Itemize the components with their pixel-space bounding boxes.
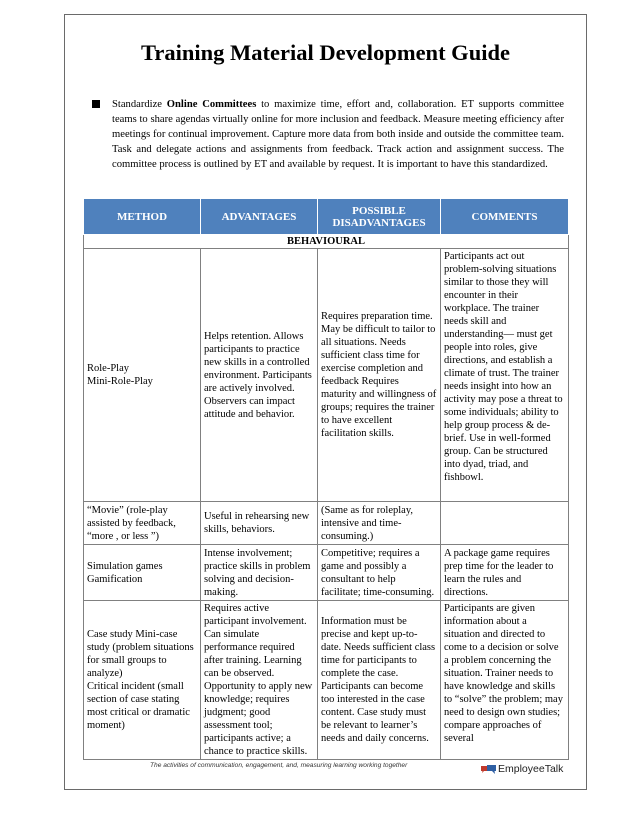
logo-text: EmployeeTalk — [498, 763, 564, 775]
advantages-cell: Intense involvement; practice skills in problem solving and decision-making. — [201, 545, 318, 601]
footer-tagline: The activities of communication, engagement, and, measuring learning working together — [150, 762, 408, 769]
header-comments: COMMENTS — [441, 199, 569, 235]
speech-bubble-icon — [480, 764, 497, 775]
header-advantages: ADVANTAGES — [201, 199, 318, 235]
table-row — [84, 502, 569, 545]
method-cell: “Movie” (role-play assisted by feedback, “more , or less ”) — [84, 502, 201, 545]
comments-cell: A package game requires prep time for the leader to learn the rules and directions. — [441, 545, 569, 601]
comments-cell: Participants act out problem-solving situations similar to those they will encounter in their workplace. The trainer needs skill and understanding— must get people into roles, give directions, and establish a climate of trust. The trainer needs insight into how an activity may pose a threat to some individuals; ability to help group process & de-brief. Use in well-formed group. Can be structured into dyad, triad, and fishbowl. — [441, 249, 569, 502]
header-method: METHOD — [84, 199, 201, 235]
header-disadvantages: POSSIBLE DISADVANTAGES — [318, 199, 441, 235]
disadvantages-cell: Requires preparation time. May be difficult to tailor to all situations. Needs sufficient class time for exercise completion and feedback Requires maturity and willingness of groups; requires the trainer to have excellent facilitation skills. — [318, 249, 441, 502]
comments-cell — [441, 502, 569, 545]
section-label: BEHAVIOURAL — [84, 235, 569, 249]
method-cell: Role-Play Mini-Role-Play — [84, 249, 201, 502]
disadvantages-cell: Competitive; requires a game and possibly a consultant to help facilitate; time-consuming. — [318, 545, 441, 601]
intro-paragraph — [112, 97, 564, 172]
intro-prefix: Standardize — [112, 99, 167, 110]
table-row — [84, 601, 569, 760]
intro-text: to maximize time, effort and, collaboration. ET supports committee teams to share agendas virtually online for more inclusion and feedback. Measure meeting efficiency after meetings for continual improvement. Capture more data from both inside and outside the committee team. Task and delegate actions and assignments from feedback. Track action and assignment success. The committee process is outlined by ET and available by request. It is important to have this standardized. — [112, 99, 564, 170]
table-row — [84, 545, 569, 601]
page-title: Training Material Development Guide — [141, 40, 510, 65]
section-row — [84, 235, 569, 249]
bullet-marker — [92, 100, 100, 108]
table-header-row — [84, 199, 569, 235]
disadvantages-cell: (Same as for roleplay, intensive and time-consuming.) — [318, 502, 441, 545]
comments-cell: Participants are given information about a situation and directed to come to a decision or solve a problem concerning the situation. Trainer needs to have knowledge and skills to “solve” the problem; may need to design own studies; compare approaches of several — [441, 601, 569, 760]
employeetalk-logo — [480, 762, 563, 776]
intro-bold: Online Committees — [166, 99, 257, 110]
table-row — [84, 249, 569, 502]
method-cell: Simulation games Gamification — [84, 545, 201, 601]
disadvantages-cell: Information must be precise and kept up-to-date. Needs sufficient class time for participants to complete the case. Participants can become too interested in the case content. Case study must be relevant to learner’s needs and daily concerns. — [318, 601, 441, 760]
advantages-cell: Requires active participant involvement. Can simulate performance required after training. Learning can be observed. Opportunity to apply new knowledge; requires judgment; good assessment tool; participants active; a chance to practice skills. — [201, 601, 318, 760]
methods-table — [83, 198, 569, 760]
method-cell: Case study Mini-case study (problem situations for small groups to analyze) Critical incident (small section of case stating most critical or dramatic moment) — [84, 601, 201, 760]
advantages-cell: Useful in rehearsing new skills, behaviors. — [201, 502, 318, 545]
advantages-cell: Helps retention. Allows participants to practice new skills in a controlled environment. Participants are actively involved. Observers can impact attitude and behavior. — [201, 249, 318, 502]
